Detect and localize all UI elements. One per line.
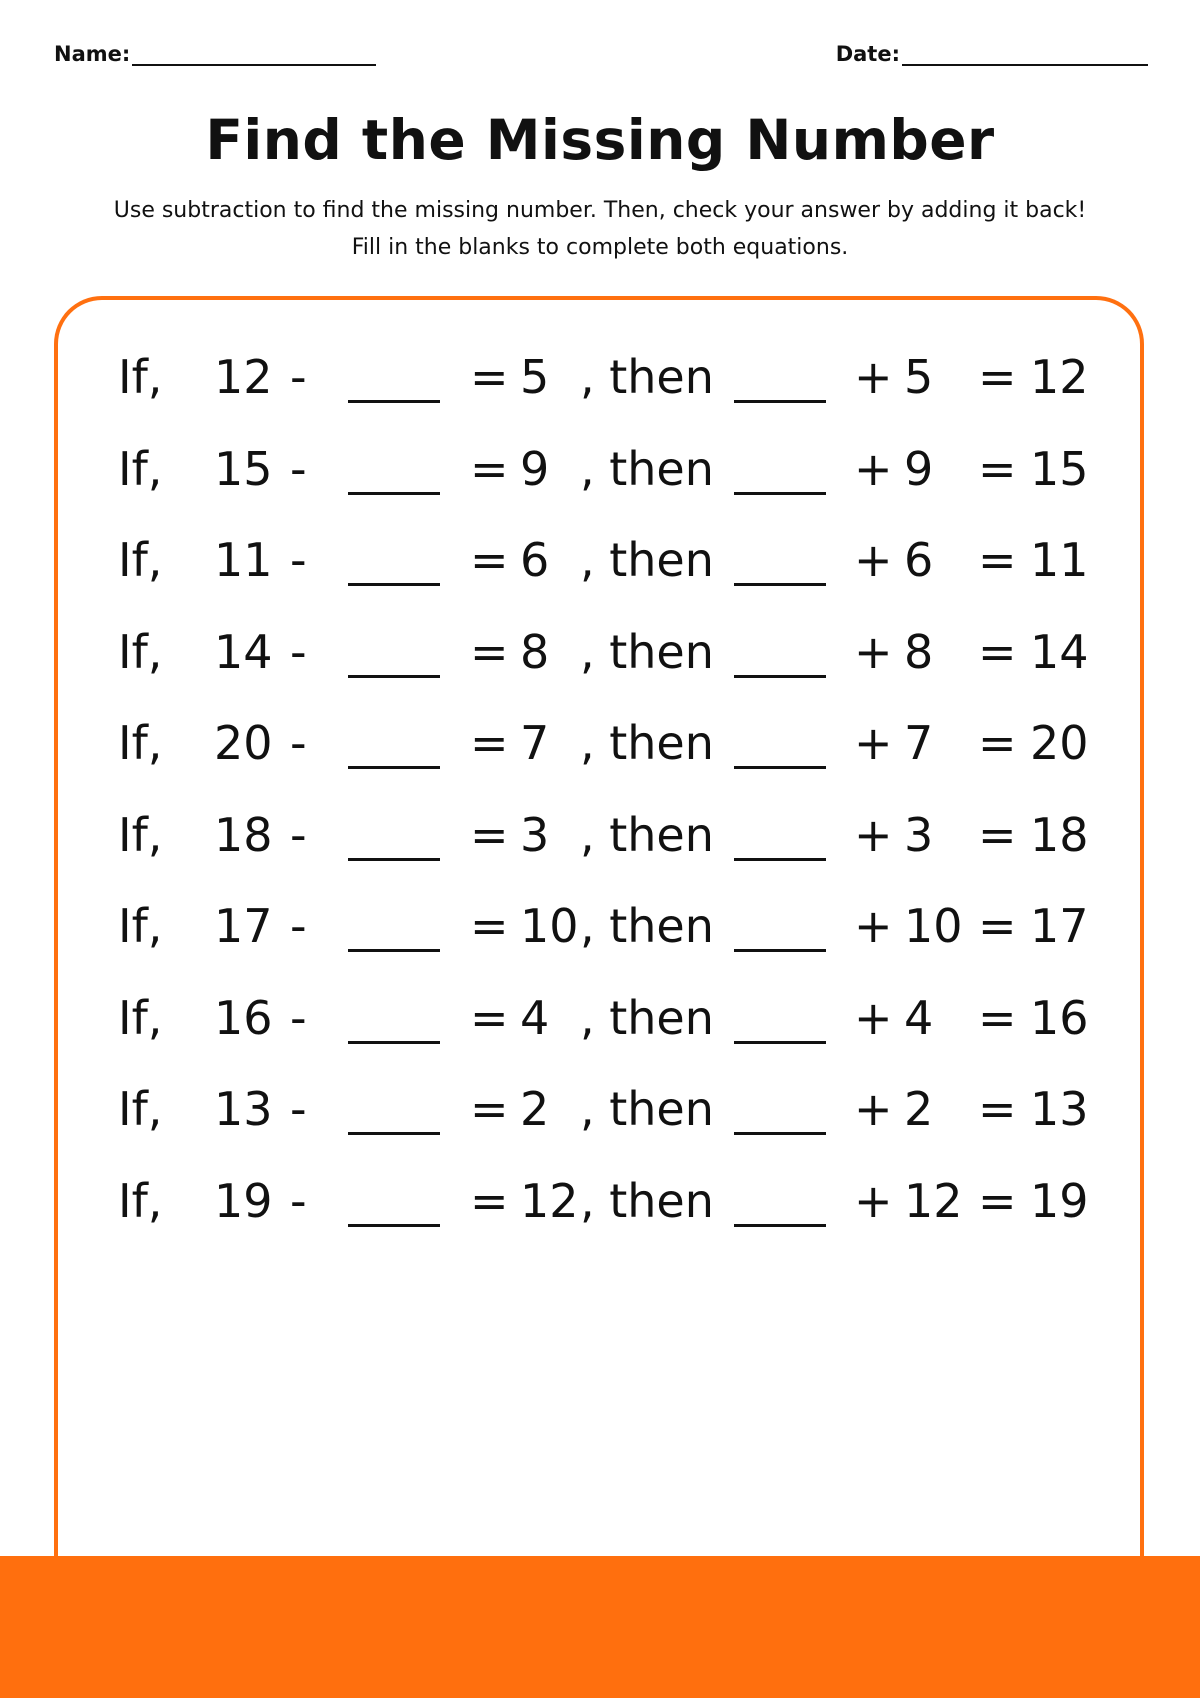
minuend: 20 xyxy=(214,716,273,770)
if-label: If, xyxy=(118,807,163,862)
equals-sign: = xyxy=(978,1173,1017,1228)
sum: 15 xyxy=(1030,441,1089,496)
addend: 10 xyxy=(904,899,963,953)
plus-sign: + xyxy=(854,899,893,953)
check-blank[interactable] xyxy=(734,949,826,952)
check-blank[interactable] xyxy=(734,1132,826,1135)
minus-sign: - xyxy=(290,441,307,496)
plus-sign: + xyxy=(854,624,893,679)
difference: 8 xyxy=(520,624,550,679)
then-label: , then xyxy=(580,624,714,679)
difference: 6 xyxy=(520,533,550,587)
equals-sign: = xyxy=(470,350,509,404)
minuend: 15 xyxy=(214,441,273,496)
if-label: If, xyxy=(118,350,163,404)
equals-sign: = xyxy=(978,350,1017,404)
addend: 4 xyxy=(904,990,934,1045)
addend: 9 xyxy=(904,441,934,496)
minuend: 11 xyxy=(214,533,273,587)
then-label: , then xyxy=(580,899,714,953)
answer-blank[interactable] xyxy=(348,949,440,952)
minus-sign: - xyxy=(290,350,307,404)
then-label: , then xyxy=(580,1082,714,1136)
then-label: , then xyxy=(580,350,714,404)
sum: 17 xyxy=(1030,899,1089,953)
problem-row xyxy=(118,525,1118,617)
equals-sign: = xyxy=(978,899,1017,953)
equals-sign: = xyxy=(470,624,509,679)
if-label: If, xyxy=(118,624,163,679)
answer-blank[interactable] xyxy=(348,858,440,861)
minus-sign: - xyxy=(290,1173,307,1228)
equals-sign: = xyxy=(470,716,509,770)
minuend: 14 xyxy=(214,624,273,679)
sum: 16 xyxy=(1030,990,1089,1045)
problem-row xyxy=(118,800,1118,892)
problem-row xyxy=(118,891,1118,983)
equals-sign: = xyxy=(978,1082,1017,1136)
minuend: 13 xyxy=(214,1082,273,1136)
date-label: Date: xyxy=(835,42,900,66)
plus-sign: + xyxy=(854,716,893,770)
minus-sign: - xyxy=(290,624,307,679)
equals-sign: = xyxy=(470,441,509,496)
difference: 10 xyxy=(520,899,579,953)
minus-sign: - xyxy=(290,533,307,587)
check-blank[interactable] xyxy=(734,583,826,586)
plus-sign: + xyxy=(854,350,893,404)
minus-sign: - xyxy=(290,990,307,1045)
if-label: If, xyxy=(118,899,163,953)
equals-sign: = xyxy=(978,533,1017,587)
if-label: If, xyxy=(118,533,163,587)
addend: 2 xyxy=(904,1082,934,1136)
name-label: Name: xyxy=(54,42,131,66)
problem-row xyxy=(118,1166,1118,1258)
sum: 18 xyxy=(1030,807,1089,862)
equals-sign: = xyxy=(470,807,509,862)
minuend: 19 xyxy=(214,1173,273,1228)
addend: 6 xyxy=(904,533,934,587)
problem-row xyxy=(118,983,1118,1075)
answer-blank[interactable] xyxy=(348,1041,440,1044)
answer-blank[interactable] xyxy=(348,675,440,678)
check-blank[interactable] xyxy=(734,492,826,495)
check-blank[interactable] xyxy=(734,1224,826,1227)
difference: 12 xyxy=(520,1173,579,1228)
plus-sign: + xyxy=(854,990,893,1045)
difference: 3 xyxy=(520,807,550,862)
then-label: , then xyxy=(580,990,714,1045)
answer-blank[interactable] xyxy=(348,583,440,586)
plus-sign: + xyxy=(854,807,893,862)
equals-sign: = xyxy=(978,624,1017,679)
minus-sign: - xyxy=(290,1082,307,1136)
plus-sign: + xyxy=(854,441,893,496)
sum: 11 xyxy=(1030,533,1089,587)
instructions-text: Use subtraction to find the missing number. Then, check your answer by adding it back! Fill in the blanks to complete both equations. xyxy=(113,198,1087,260)
problem-row xyxy=(118,708,1118,800)
answer-blank[interactable] xyxy=(348,766,440,769)
check-blank[interactable] xyxy=(734,858,826,861)
worksheet-title: Find the Missing Number xyxy=(205,108,995,172)
sum: 19 xyxy=(1030,1173,1089,1228)
addend: 3 xyxy=(904,807,934,862)
if-label: If, xyxy=(118,1173,163,1228)
addend: 8 xyxy=(904,624,934,679)
date-field xyxy=(836,38,1148,66)
equals-sign: = xyxy=(470,990,509,1045)
equals-sign: = xyxy=(470,1082,509,1136)
equals-sign: = xyxy=(978,441,1017,496)
equals-sign: = xyxy=(978,807,1017,862)
footer-bar xyxy=(0,1556,1200,1698)
answer-blank[interactable] xyxy=(348,492,440,495)
plus-sign: + xyxy=(854,1082,893,1136)
problem-row xyxy=(118,342,1118,434)
sum: 12 xyxy=(1030,350,1089,404)
difference: 7 xyxy=(520,716,550,770)
problem-row xyxy=(118,1074,1118,1166)
check-blank[interactable] xyxy=(734,1041,826,1044)
minus-sign: - xyxy=(290,716,307,770)
name-blank-line[interactable] xyxy=(132,38,376,66)
difference: 2 xyxy=(520,1082,550,1136)
sum: 20 xyxy=(1030,716,1089,770)
equals-sign: = xyxy=(978,716,1017,770)
problem-row xyxy=(118,617,1118,709)
minuend: 18 xyxy=(214,807,273,862)
equals-sign: = xyxy=(978,990,1017,1045)
problem-list xyxy=(118,342,1118,1257)
plus-sign: + xyxy=(854,1173,893,1228)
answer-blank[interactable] xyxy=(348,400,440,403)
then-label: , then xyxy=(580,533,714,587)
equals-sign: = xyxy=(470,899,509,953)
then-label: , then xyxy=(580,441,714,496)
check-blank[interactable] xyxy=(734,766,826,769)
equals-sign: = xyxy=(470,1173,509,1228)
answer-blank[interactable] xyxy=(348,1132,440,1135)
if-label: If, xyxy=(118,716,163,770)
plus-sign: + xyxy=(854,533,893,587)
then-label: , then xyxy=(580,807,714,862)
sum: 13 xyxy=(1030,1082,1089,1136)
equals-sign: = xyxy=(470,533,509,587)
if-label: If, xyxy=(118,990,163,1045)
addend: 12 xyxy=(904,1173,963,1228)
answer-blank[interactable] xyxy=(348,1224,440,1227)
difference: 9 xyxy=(520,441,550,496)
minus-sign: - xyxy=(290,899,307,953)
check-blank[interactable] xyxy=(734,400,826,403)
if-label: If, xyxy=(118,1082,163,1136)
if-label: If, xyxy=(118,441,163,496)
check-blank[interactable] xyxy=(734,675,826,678)
minuend: 12 xyxy=(214,350,273,404)
addend: 5 xyxy=(904,350,934,404)
header-row xyxy=(54,38,1148,78)
problem-row xyxy=(118,434,1118,526)
minus-sign: - xyxy=(290,807,307,862)
then-label: , then xyxy=(580,1173,714,1228)
minuend: 17 xyxy=(214,899,273,953)
difference: 5 xyxy=(520,350,550,404)
then-label: , then xyxy=(580,716,714,770)
date-blank-line[interactable] xyxy=(902,38,1148,66)
minuend: 16 xyxy=(214,990,273,1045)
name-field xyxy=(54,38,376,66)
difference: 4 xyxy=(520,990,550,1045)
addend: 7 xyxy=(904,716,934,770)
sum: 14 xyxy=(1030,624,1089,679)
